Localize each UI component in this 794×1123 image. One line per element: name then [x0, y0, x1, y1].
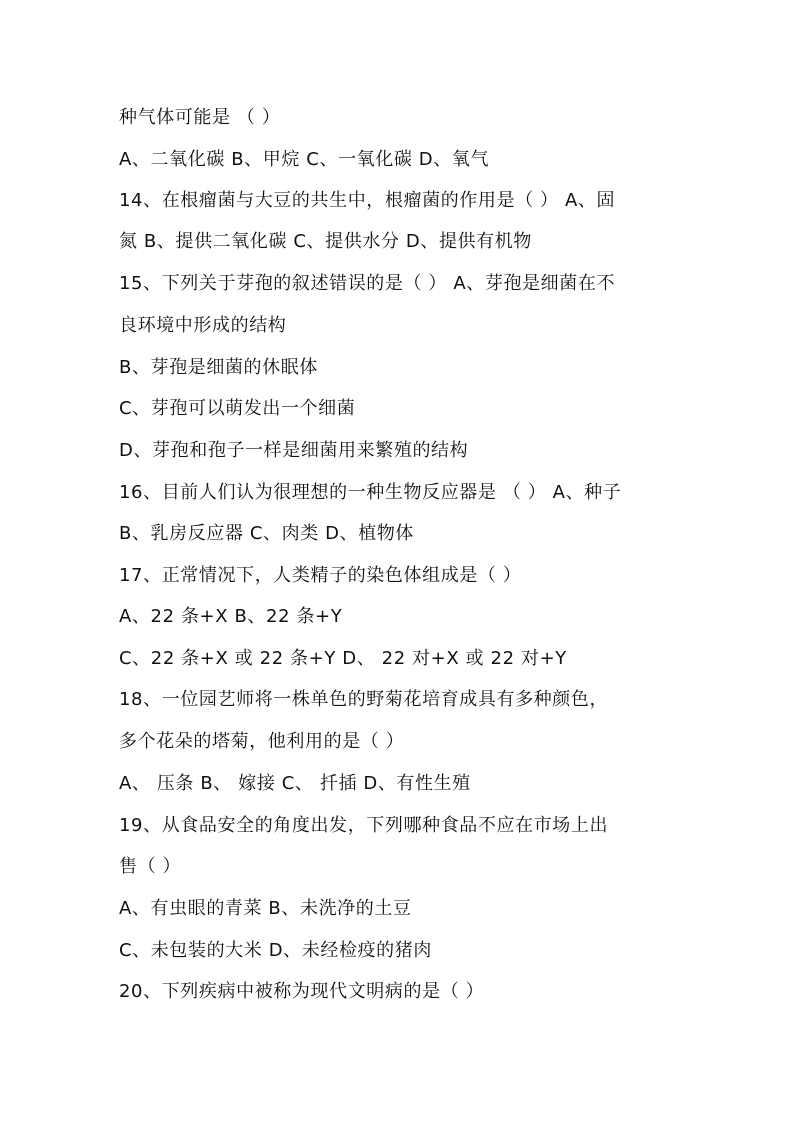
text-line: 19、从食品安全的角度出发，下列哪种食品不应在市场上出 — [119, 815, 609, 836]
text-line: 良环境中形成的结构 — [119, 315, 287, 336]
text-line: C、芽孢可以萌发出一个细菌 — [119, 398, 356, 419]
text-line: 20、下列疾病中被称为现代文明病的是（ ） — [119, 981, 485, 1002]
text-line: B、乳房反应器 C、肉类 D、植物体 — [119, 523, 415, 544]
text-line: 种气体可能是 （ ） — [119, 107, 281, 128]
text-line: 17、正常情况下，人类精子的染色体组成是（ ） — [119, 565, 522, 586]
text-line: 多个花朵的塔菊，他利用的是（ ） — [119, 731, 405, 752]
text-line: 14、在根瘤菌与大豆的共生中，根瘤菌的作用是（ ） A、固 — [119, 190, 616, 211]
text-line: C、未包装的大米 D、未经检疫的猪肉 — [119, 940, 432, 961]
text-line: 18、一位园艺师将一株单色的野菊花培育成具有多种颜色， — [119, 689, 609, 710]
text-line: C、22 条+X 或 22 条+Y D、 22 对+X 或 22 对+Y — [119, 648, 567, 669]
text-line: 售（ ） — [119, 856, 182, 877]
text-line: A、 压条 B、 嫁接 C、 扦插 D、有性生殖 — [119, 773, 471, 794]
text-line: D、芽孢和孢子一样是细菌用来繁殖的结构 — [119, 440, 469, 461]
text-line: A、有虫眼的青菜 B、未洗净的土豆 — [119, 898, 412, 919]
text-line: 15、下列关于芽孢的叙述错误的是（ ） A、芽孢是细菌在不 — [119, 273, 616, 294]
text-line: 16、目前人们认为很理想的一种生物反应器是 （ ） A、种子 — [119, 482, 622, 503]
text-line: B、芽孢是细菌的休眠体 — [119, 357, 318, 378]
text-line: A、22 条+X B、22 条+Y — [119, 606, 343, 627]
text-line: A、二氧化碳 B、甲烷 C、一氧化碳 D、氧气 — [119, 149, 490, 170]
text-line: 氮 B、提供二氧化碳 C、提供水分 D、提供有机物 — [119, 231, 532, 252]
